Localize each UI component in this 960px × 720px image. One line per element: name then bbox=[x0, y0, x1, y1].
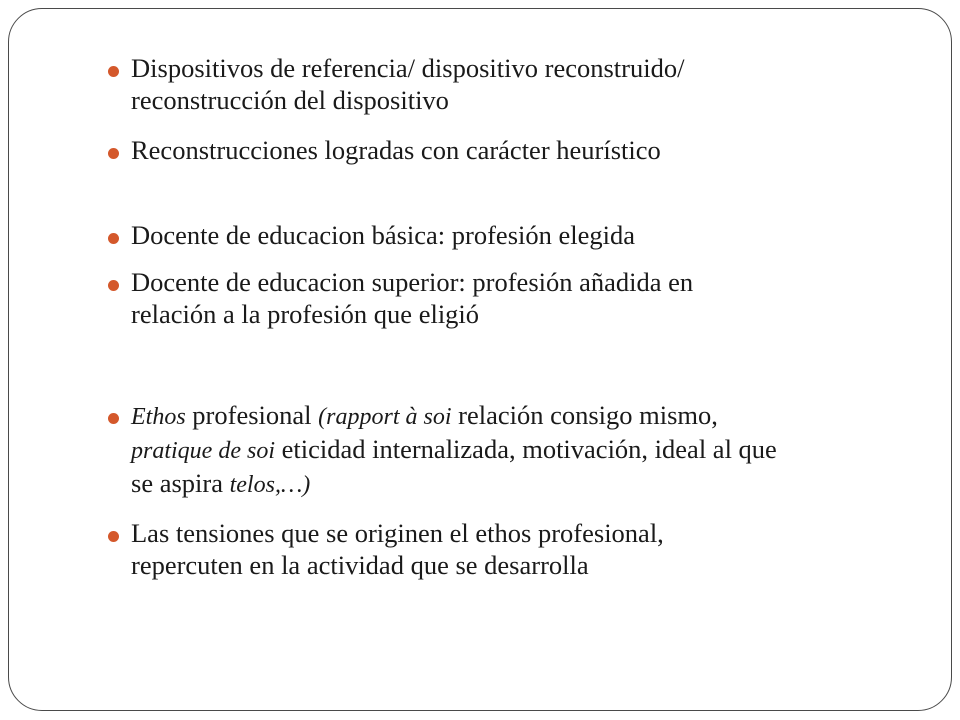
bullet-line: Dispositivos de referencia/ dispositivo reconstruido/ bbox=[131, 53, 685, 83]
text-run: eticidad internalizada, motivación, ideal al que bbox=[275, 434, 777, 464]
bullet-dot-icon bbox=[108, 413, 119, 424]
bullet-line: Las tensiones que se originen el ethos profesional, bbox=[131, 518, 664, 548]
bullet-text bbox=[131, 517, 911, 581]
rapport-term: (rapport à soi bbox=[318, 404, 452, 430]
bullet-line bbox=[131, 399, 911, 433]
ethos-term: Ethos bbox=[131, 404, 186, 430]
pratique-term: pratique de soi bbox=[131, 438, 275, 464]
bullet-text bbox=[131, 52, 911, 116]
bullet-line bbox=[131, 467, 911, 501]
bullet-dot-icon bbox=[108, 66, 119, 77]
bullet-dot-icon bbox=[108, 233, 119, 244]
slide-frame bbox=[8, 8, 952, 711]
text-run: profesional bbox=[185, 400, 319, 430]
bullet-line: reconstrucción del dispositivo bbox=[131, 85, 449, 115]
text-run: relación consigo mismo, bbox=[451, 400, 718, 430]
bullet-dot-icon bbox=[108, 531, 119, 542]
bullet-line: Reconstrucciones logradas con carácter heurístico bbox=[131, 135, 661, 165]
bullet-text bbox=[131, 399, 911, 501]
bullet-line: Docente de educacion básica: profesión elegida bbox=[131, 220, 636, 250]
bullet-line: repercuten en la actividad que se desarrolla bbox=[131, 550, 589, 580]
bullet-line bbox=[131, 433, 911, 467]
bullet-dot-icon bbox=[108, 148, 119, 159]
bullet-line: relación a la profesión que eligió bbox=[131, 299, 480, 329]
telos-term: telos,…) bbox=[229, 472, 311, 498]
bullet-text bbox=[131, 219, 911, 251]
bullet-line: Docente de educacion superior: profesión añadida en bbox=[131, 267, 694, 297]
bullet-text bbox=[131, 134, 911, 166]
bullet-text bbox=[131, 266, 911, 330]
bullet-dot-icon bbox=[108, 280, 119, 291]
text-run: se aspira bbox=[131, 468, 230, 498]
